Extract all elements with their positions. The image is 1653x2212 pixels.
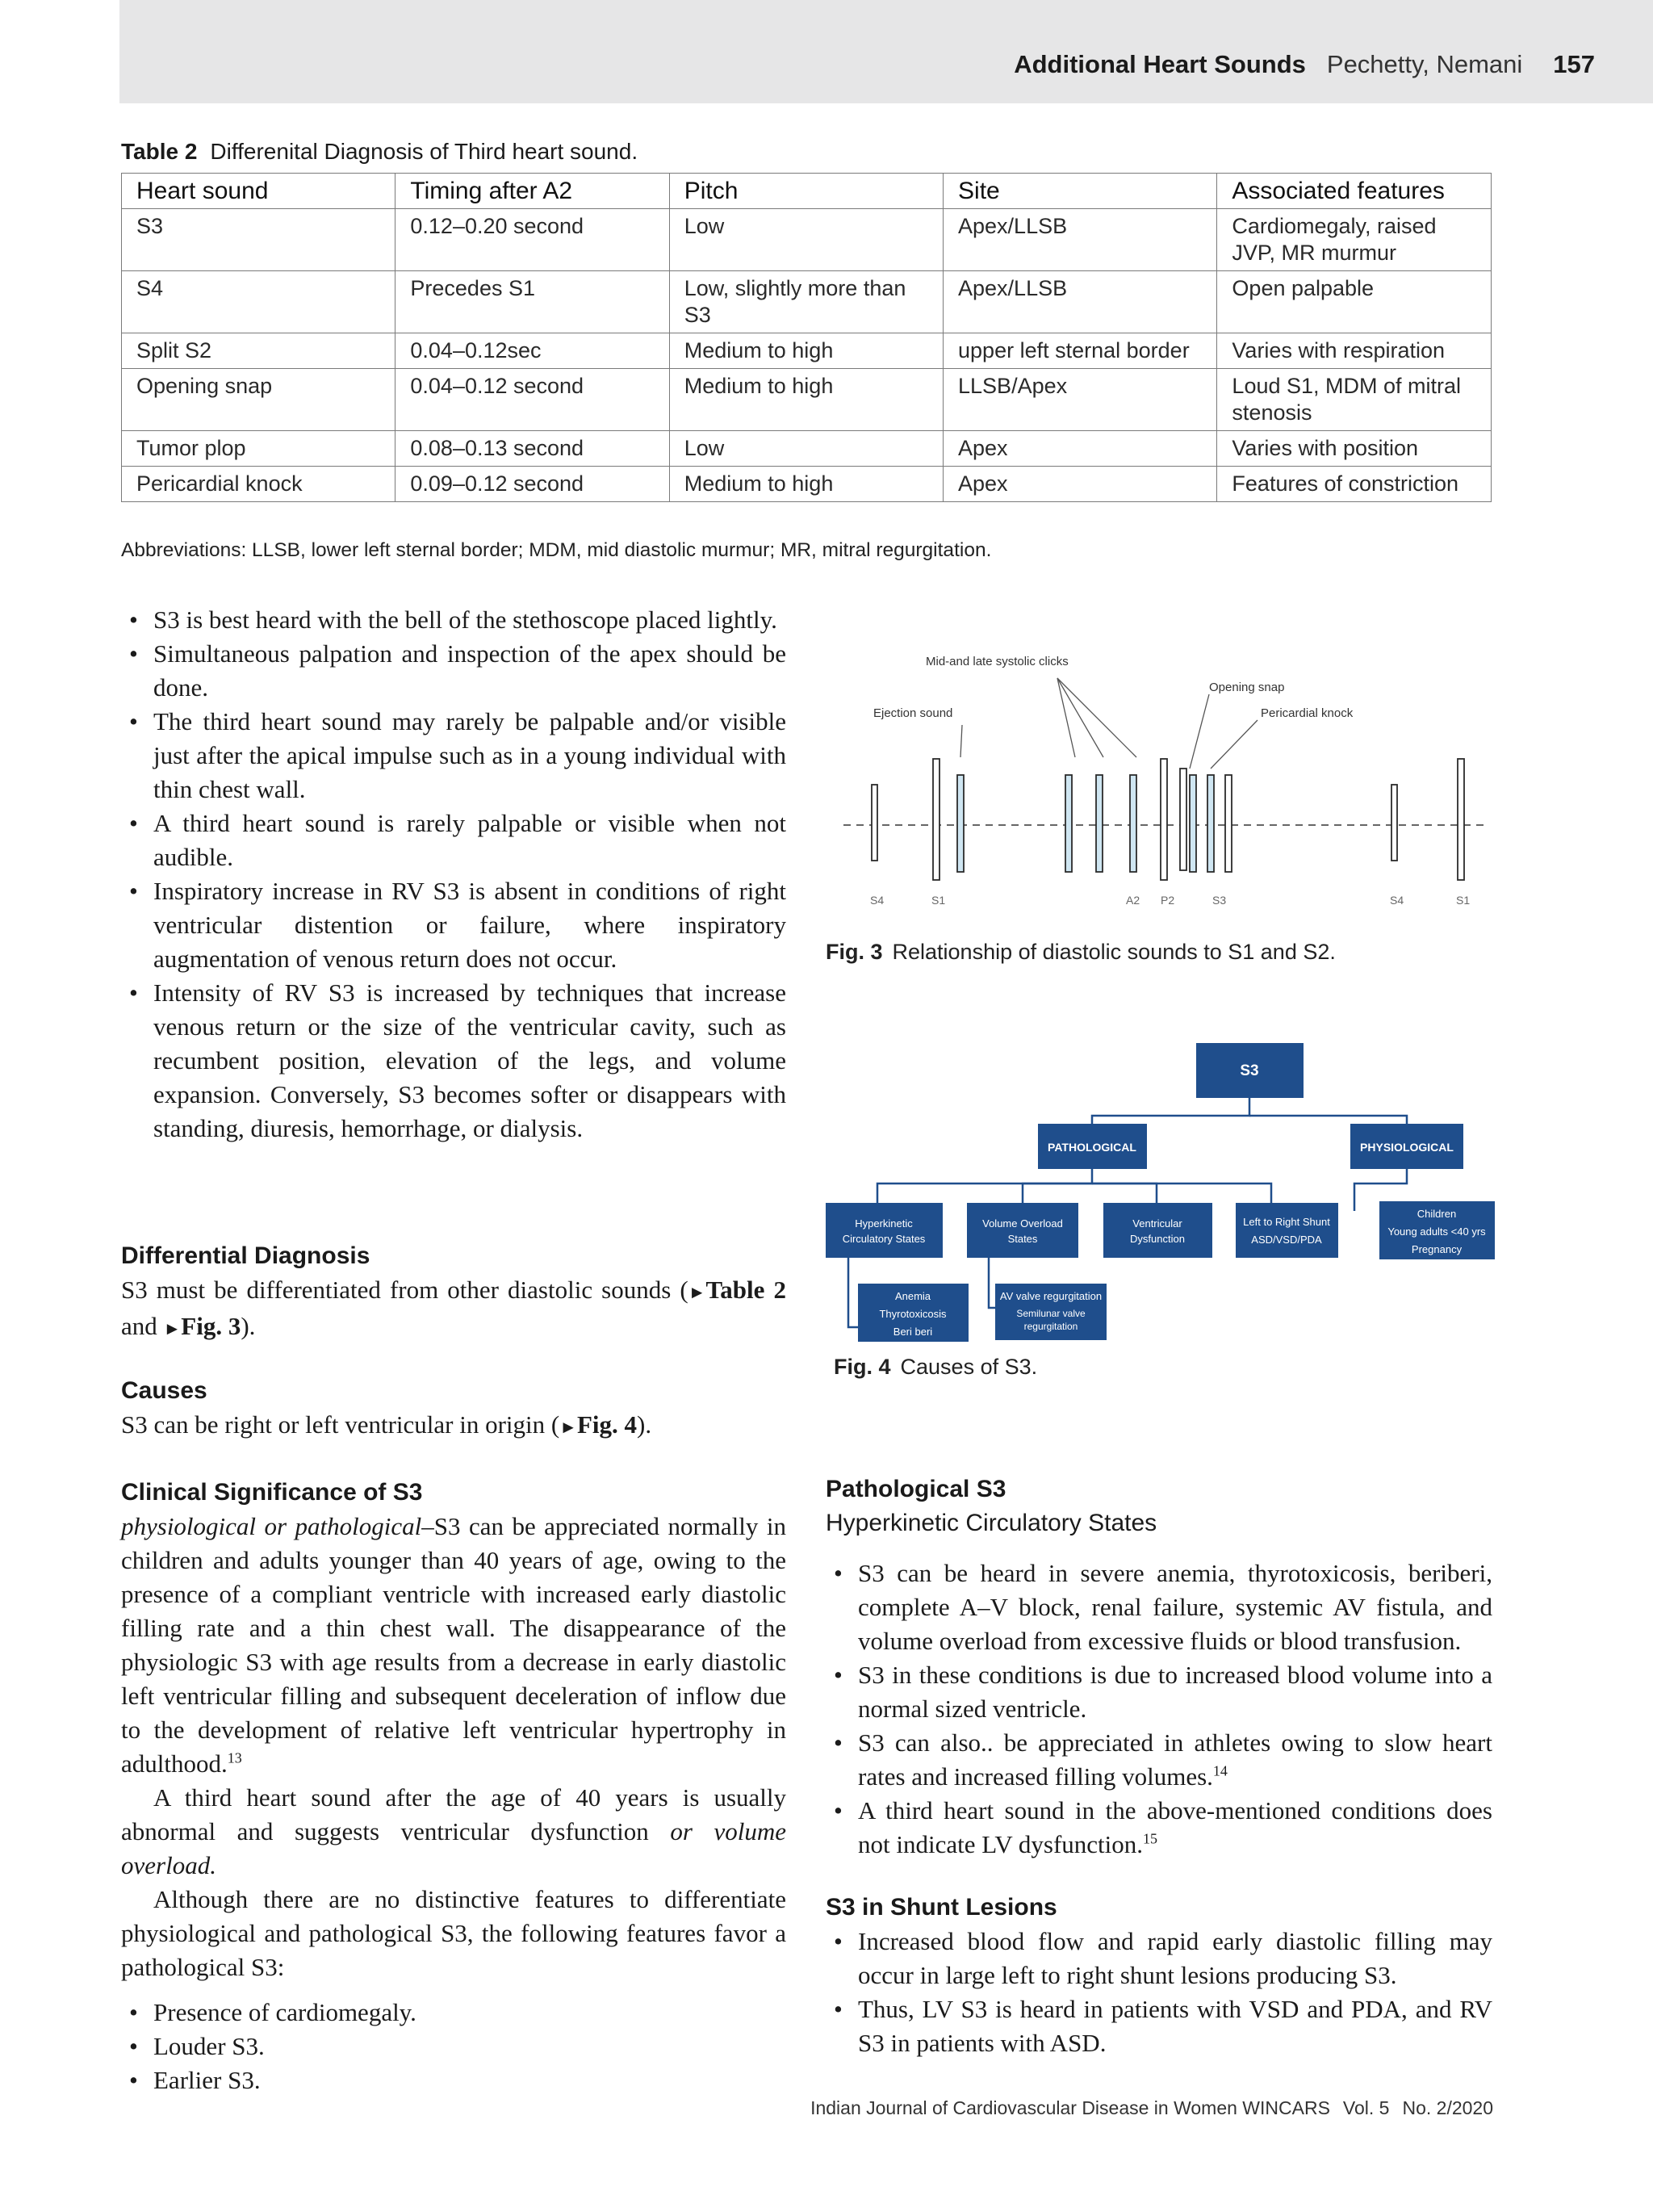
table-cell: Cardiomegaly, raised JVP, MR murmur — [1217, 209, 1492, 271]
clinical-significance-section — [121, 1476, 786, 2097]
fig3-sound-ejection — [957, 775, 964, 872]
fig4-physiological-label: PHYSIOLOGICAL — [1360, 1141, 1454, 1154]
table-cell: 0.04–0.12sec — [395, 333, 669, 369]
list-item: • S3 in these conditions is due to increased blood volume into a normal sized ventricle. — [826, 1658, 1492, 1726]
table-cell: Medium to high — [669, 333, 943, 369]
fig3-axis-label: S1 — [931, 894, 946, 907]
fig4-ventricular-box — [1103, 1203, 1212, 1258]
right-column — [826, 1473, 1492, 2060]
bullet-list-s3-exam — [121, 603, 786, 1146]
differential-diagnosis-section — [121, 1239, 786, 1346]
fig3-axis-label: A2 — [1126, 894, 1140, 907]
table-cell: 0.12–0.20 second — [395, 209, 669, 271]
fig3-sound-click — [1096, 775, 1103, 872]
paragraph: Although there are no distinctive features to differentiate physiological and pathological S3, the following features favor a pathological S3: — [121, 1885, 786, 1981]
fig4-node-text: States — [1007, 1233, 1038, 1245]
fig4-caption: Fig. 4 Causes of S3. — [834, 1355, 1038, 1379]
table-row — [122, 369, 1492, 431]
fig4-node-text: Children — [1417, 1208, 1457, 1220]
fig4-node-text: Young adults <40 yrs — [1387, 1225, 1486, 1238]
list-item: • S3 can also.. be appreciated in athletes owing to slow heart rates and increased filling volumes.$^{14}$ — [826, 1726, 1492, 1794]
list-item: • Thus, LV S3 is heard in patients with VSD and PDA, and RV S3 in patients with ASD. — [826, 1992, 1492, 2060]
fig4-node-text: Circulatory States — [842, 1233, 926, 1245]
differential-table — [121, 173, 1492, 502]
fig4-node-text: ASD/VSD/PDA — [1251, 1234, 1322, 1246]
table-cell: Medium to high — [669, 467, 943, 502]
table-cell: Precedes S1 — [395, 271, 669, 333]
fig3-sound-p2 — [1180, 769, 1186, 870]
fig3-axis-label: S4 — [870, 894, 885, 907]
cross-reference[interactable]: Fig. 3 — [181, 1312, 241, 1340]
fig3-sound-pericardial-knock — [1207, 775, 1214, 872]
fig4-node-text: Beri beri — [893, 1326, 933, 1338]
fig4-pathological-label: PATHOLOGICAL — [1048, 1141, 1136, 1154]
table-cell: Split S2 — [122, 333, 395, 369]
table-title: Differenital Diagnosis of Third heart sound. — [210, 139, 638, 164]
list-item: • S3 is best heard with the bell of the stethoscope placed lightly. — [121, 603, 786, 637]
table-row — [122, 431, 1492, 467]
paragraph: A third heart sound after the age of 40 years is usually abnormal and suggests ventricular dysfunction or volume overload. — [121, 1783, 786, 1879]
table-abbreviations: Abbreviations: LLSB, lower left sternal border; MDM, mid diastolic murmur; MR, mitral regurgitation. — [121, 539, 992, 561]
cross-reference[interactable]: Table 2 — [705, 1276, 786, 1304]
fig3-sound-click — [1130, 775, 1136, 872]
arrow-icon: ► — [688, 1282, 706, 1302]
journal-footer — [810, 2097, 1493, 2119]
fig3-label-clicks: Mid-and late systolic clicks — [926, 655, 1069, 668]
fig4-node-text: Anemia — [894, 1290, 931, 1302]
table-cell: Low — [669, 431, 943, 467]
list-item: • Simultaneous palpation and inspection of the apex should be done. — [121, 637, 786, 705]
cross-reference[interactable]: Fig. 4 — [576, 1410, 638, 1439]
list-item: • S3 can be heard in severe anemia, thyrotoxicosis, beriberi, complete A–V block, renal failure, systemic AV fistula, and volume overload from excessive fluids or blood transfusion. — [826, 1556, 1492, 1658]
fig4-node-text: AV valve regurgitation — [999, 1290, 1103, 1302]
figure-label: Fig. 3 — [826, 940, 883, 964]
table-header-cell: Timing after A2 — [395, 174, 669, 209]
table-cell: Varies with position — [1217, 431, 1492, 467]
journal-issue: No. 2/2020 — [1402, 2097, 1493, 2118]
table-row — [122, 209, 1492, 271]
fig3-pointer — [960, 725, 962, 757]
causes-section — [121, 1374, 786, 1444]
table-cell: Low, slightly more than S3 — [669, 271, 943, 333]
fig4-node-text: Hyperkinetic — [855, 1217, 913, 1230]
paragraph: S3 must be differentiated from other diastolic sounds (►Table 2 and ►Fig. 3). — [121, 1276, 786, 1340]
table-cell: S4 — [122, 271, 395, 333]
left-column — [121, 603, 786, 1146]
fig4-hyperkinetic-box — [826, 1203, 943, 1258]
fig4-node-text: regurgitation — [1023, 1321, 1078, 1332]
page-number: 157 — [1553, 50, 1595, 78]
journal-name: Indian Journal of Cardiovascular Disease in Women WINCARS — [810, 2097, 1330, 2118]
table-header-cell: Heart sound — [122, 174, 395, 209]
list-item: • A third heart sound is rarely palpable or visible when not audible. — [121, 806, 786, 874]
table-cell: Medium to high — [669, 369, 943, 431]
table-cell: S3 — [122, 209, 395, 271]
table-header-cell: Site — [944, 174, 1217, 209]
fig4-node-text: Pregnancy — [1411, 1243, 1463, 1255]
table-cell: Open palpable — [1217, 271, 1492, 333]
fig3-axis-label: S3 — [1212, 894, 1227, 907]
fig3-pointer — [1211, 720, 1258, 769]
table-cell: upper left sternal border — [944, 333, 1217, 369]
fig3-sound-s4 — [1391, 785, 1397, 861]
table-cell: Apex — [944, 431, 1217, 467]
fig4-node-text: Volume Overload — [982, 1217, 1063, 1230]
fig3-sound-opening-snap — [1190, 775, 1196, 872]
fig3-label-opening-snap: Opening snap — [1209, 681, 1285, 694]
table-row — [122, 333, 1492, 369]
figure-label: Fig. 4 — [834, 1355, 891, 1379]
bullet-list-pathological-features — [121, 1996, 786, 2097]
header-section: Additional Heart Sounds — [1014, 50, 1306, 78]
table-caption — [121, 139, 638, 165]
section-heading: Pathological S3 — [826, 1476, 1006, 1502]
section-heading: Clinical Significance of S3 — [121, 1479, 423, 1506]
bullet-list-hyperkinetic — [826, 1556, 1492, 1862]
section-heading: Causes — [121, 1377, 207, 1404]
fig3-sound-click — [1065, 775, 1072, 872]
list-item: • Louder S3. — [121, 2030, 786, 2063]
citation[interactable]: 14 — [1212, 1762, 1228, 1779]
list-item: • A third heart sound in the above-mentioned conditions does not indicate LV dysfunction.$^{15}$ — [826, 1794, 1492, 1862]
fig4-node-text: Dysfunction — [1130, 1233, 1185, 1245]
fig4-root-label: S3 — [1240, 1062, 1259, 1079]
journal-volume: Vol. 5 — [1342, 2097, 1390, 2118]
table-cell: Features of constriction — [1217, 467, 1492, 502]
table-cell: Varies with respiration — [1217, 333, 1492, 369]
fig4-node-text: Thyrotoxicosis — [879, 1308, 947, 1320]
bullet-list-shunt — [826, 1925, 1492, 2060]
table-header-row — [122, 174, 1492, 209]
fig3-label-ejection: Ejection sound — [873, 706, 953, 720]
fig3-axis-label: P2 — [1161, 894, 1175, 907]
subsection-heading: Hyperkinetic Circulatory States — [826, 1510, 1157, 1536]
section-heading: S3 in Shunt Lesions — [826, 1894, 1057, 1921]
fig4-causes-flowchart — [826, 1033, 1496, 1352]
list-item: • Presence of cardiomegaly. — [121, 1996, 786, 2030]
fig4-node-text: Left to Right Shunt — [1243, 1216, 1330, 1228]
fig3-axis-label: S4 — [1390, 894, 1404, 907]
table-cell: Tumor plop — [122, 431, 395, 467]
fig3-pointer — [1057, 678, 1075, 757]
fig3-sound-s1 — [1458, 759, 1464, 880]
table-cell: 0.08–0.13 second — [395, 431, 669, 467]
list-item: • Intensity of RV S3 is increased by techniques that increase venous return or the size of the ventricular cavity, such as recumbent position, elevation of the legs, and volume expansion. Conversely, S3 becomes softer or disappears with standing, diuresis, hemorrhage, or dialysis. — [121, 976, 786, 1146]
table-cell: Apex/LLSB — [944, 209, 1217, 271]
arrow-icon: ► — [559, 1417, 577, 1437]
table-row — [122, 271, 1492, 333]
fig3-sound-s4 — [872, 785, 877, 861]
fig3-caption: Fig. 3 Relationship of diastolic sounds to S1 and S2. — [826, 940, 1336, 964]
fig3-pointer — [1190, 694, 1209, 769]
list-item: • Inspiratory increase in RV S3 is absent in conditions of right ventricular distention or failure, where inspiratory augmentation of venous return does not occur. — [121, 874, 786, 976]
fig3-label-pericardial-knock: Pericardial knock — [1261, 706, 1354, 720]
table-header-cell: Associated features — [1217, 174, 1492, 209]
fig3-sound-a2 — [1161, 759, 1167, 880]
citation[interactable]: 13 — [227, 1749, 242, 1766]
table-cell: Low — [669, 209, 943, 271]
table-cell: 0.04–0.12 second — [395, 369, 669, 431]
list-item: • Earlier S3. — [121, 2063, 786, 2097]
fig3-sound-diagram — [831, 646, 1501, 920]
fig3-axis-label: S1 — [1456, 894, 1471, 907]
fig4-node-text: Ventricular — [1132, 1217, 1182, 1230]
table-header-cell: Pitch — [669, 174, 943, 209]
citation[interactable]: 15 — [1143, 1830, 1158, 1847]
header-authors: Pechetty, Nemani — [1326, 50, 1523, 78]
fig4-node-text: Semilunar valve — [1016, 1308, 1086, 1319]
list-item: • Increased blood flow and rapid early diastolic filling may occur in large left to right shunt lesions producing S3. — [826, 1925, 1492, 1992]
list-item: • The third heart sound may rarely be palpable and/or visible just after the apical impulse such as in a young individual with thin chest wall. — [121, 705, 786, 806]
table-cell: Pericardial knock — [122, 467, 395, 502]
fig3-sound-s3 — [1225, 775, 1232, 872]
fig4-volume-box — [967, 1203, 1078, 1258]
arrow-icon: ► — [163, 1318, 182, 1339]
table-row — [122, 467, 1492, 502]
table-label: Table 2 — [121, 139, 198, 164]
running-header — [119, 0, 1653, 103]
paragraph: physiological or pathological–S3 can be appreciated normally in children and adults younger than 40 years of age, owing to the presence of a compliant ventricle with increased early diastolic filling rate and a thin chest wall. The disappearance of the physiologic S3 with age results from a decrease in early diastolic left ventricular filling and subsequent deceleration of inflow due to the development of relative left ventricular hypertrophy in adulthood.$^{13}$ — [121, 1512, 786, 1778]
table-cell: 0.09–0.12 second — [395, 467, 669, 502]
section-heading: Differential Diagnosis — [121, 1242, 370, 1269]
table-cell: LLSB/Apex — [944, 369, 1217, 431]
paragraph: S3 can be right or left ventricular in origin (►Fig. 4). — [121, 1410, 652, 1439]
table-cell: Loud S1, MDM of mitral stenosis — [1217, 369, 1492, 431]
table-cell: Apex — [944, 467, 1217, 502]
table-cell: Opening snap — [122, 369, 395, 431]
fig4-shunt-box — [1236, 1203, 1338, 1258]
table-cell: Apex/LLSB — [944, 271, 1217, 333]
fig3-sound-s1 — [933, 759, 939, 880]
